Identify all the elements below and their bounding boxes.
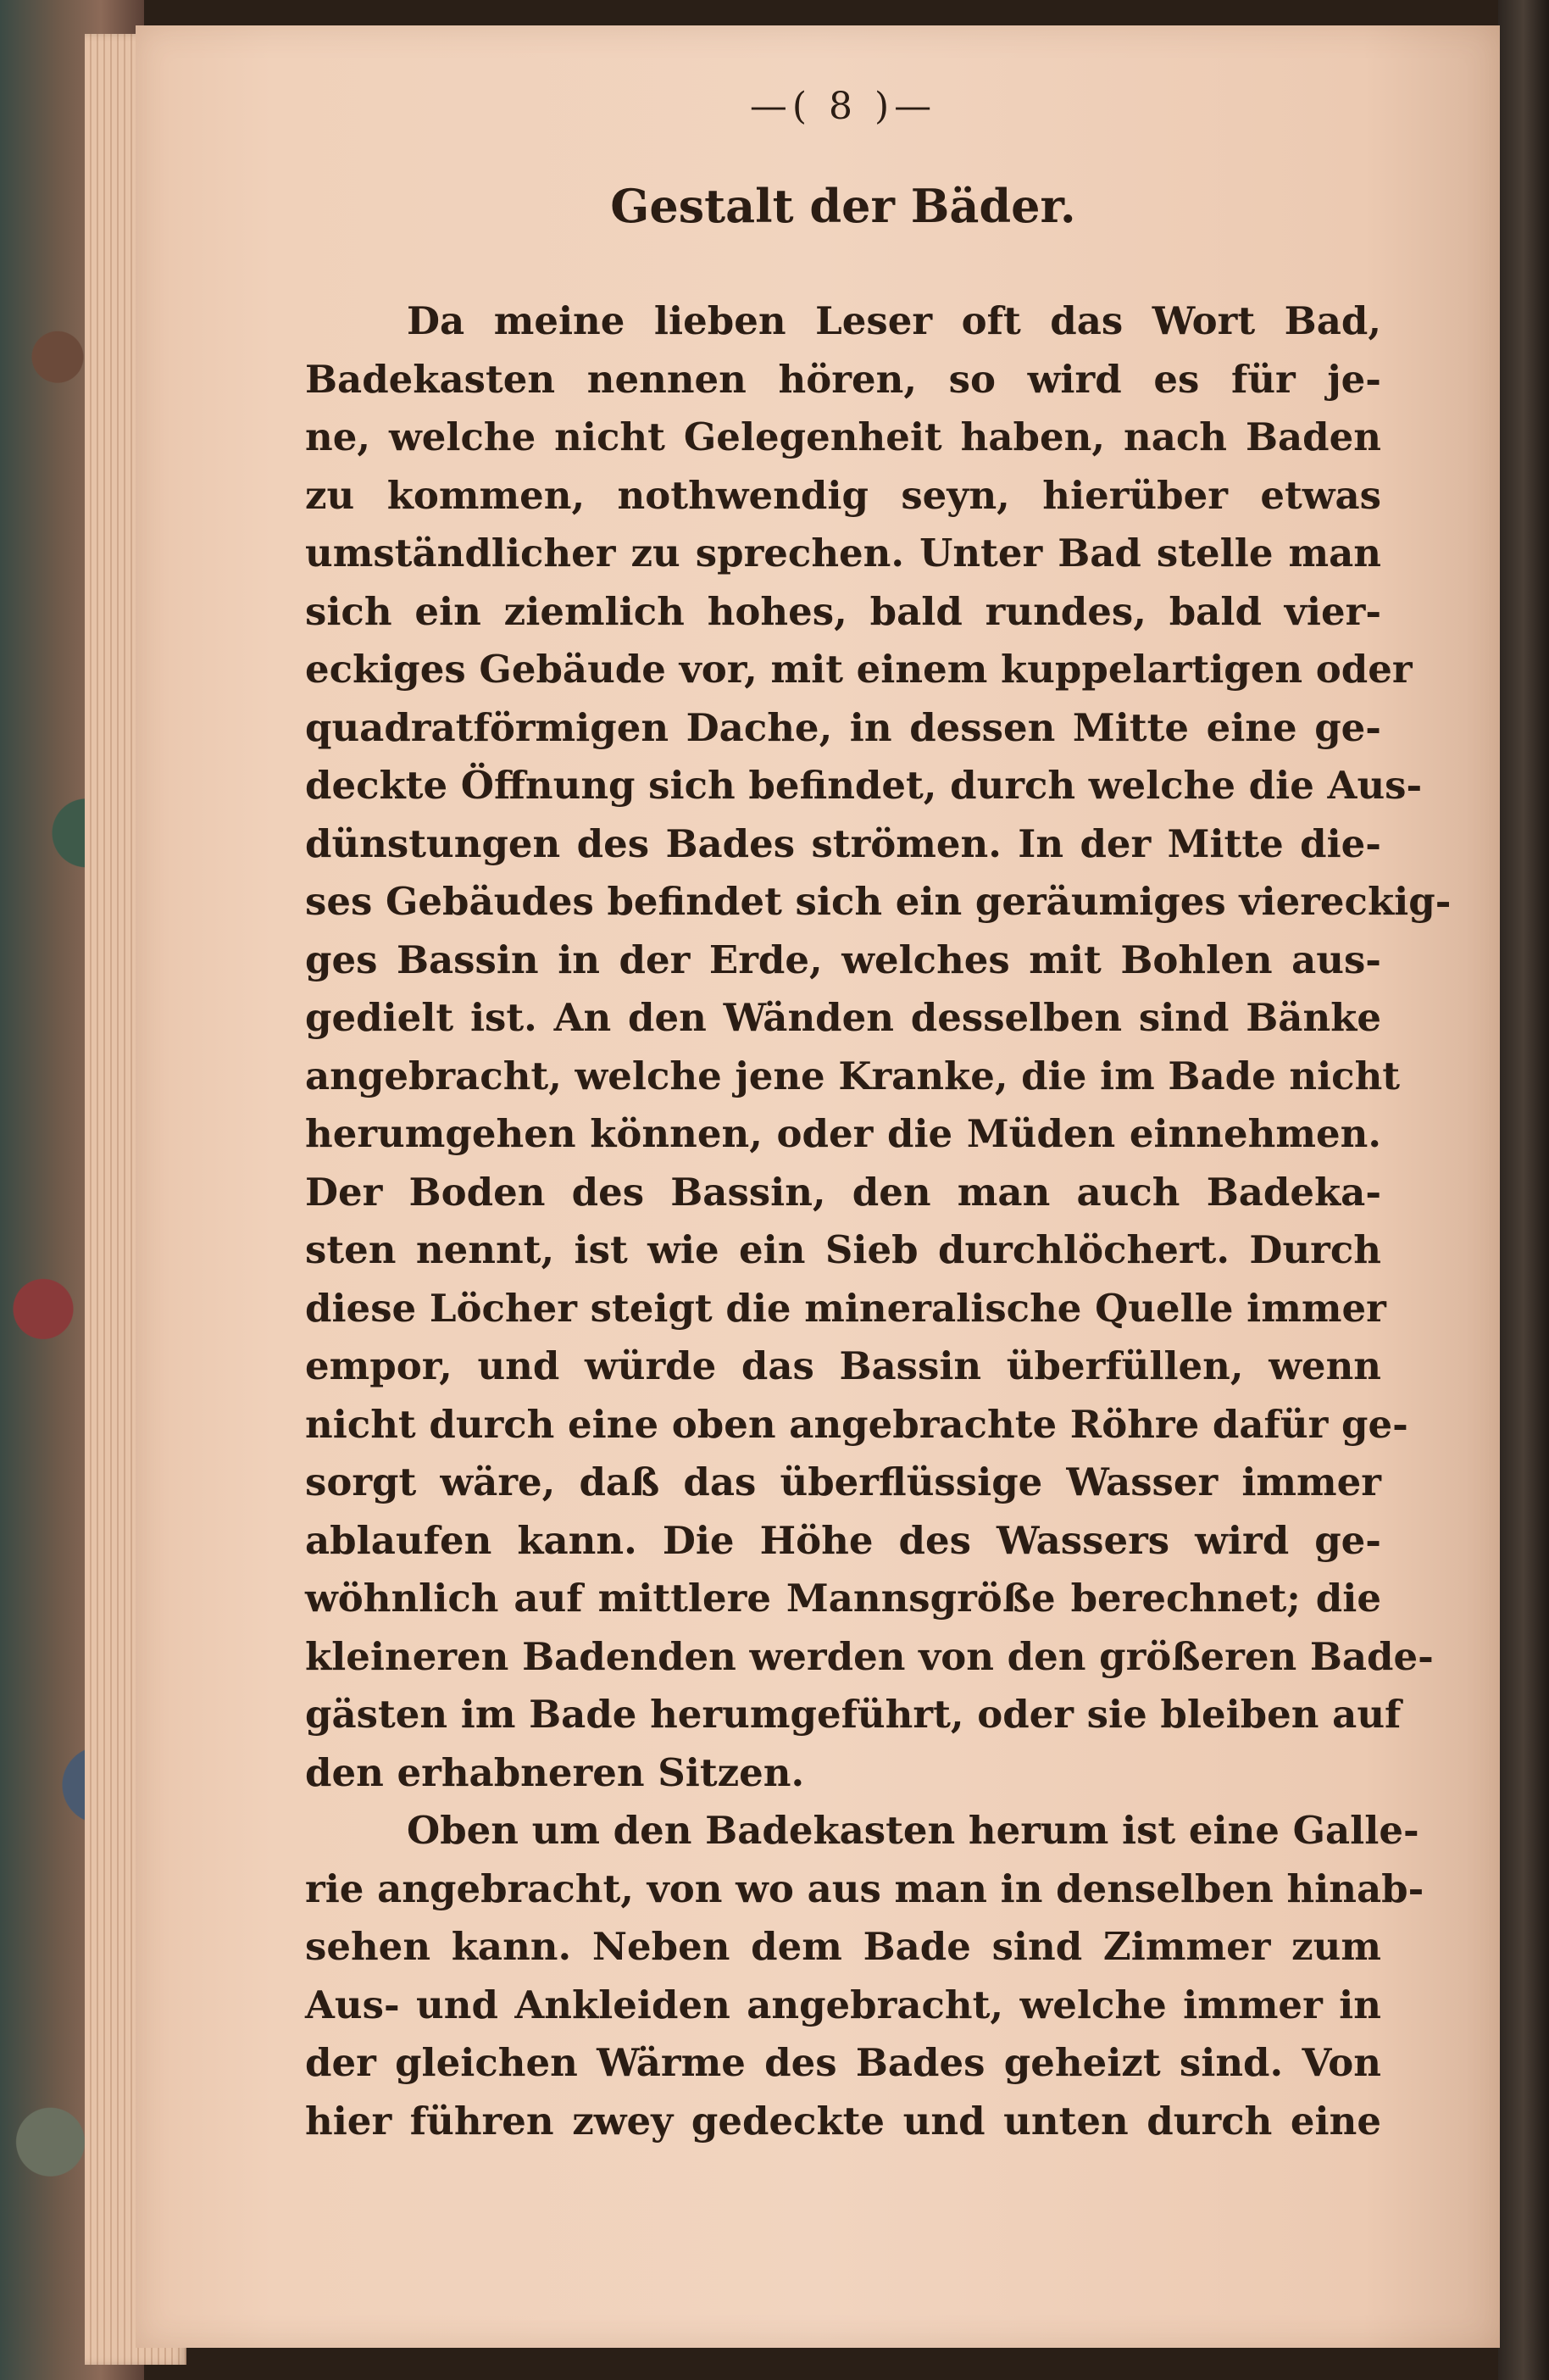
text-line: ne, welche nicht Gelegenheit haben, nach Baden <box>305 414 1381 459</box>
paragraph-1 <box>305 292 1452 1802</box>
paragraph-2 <box>305 1802 1424 2150</box>
section-title: Gestalt der Bäder. <box>610 179 1076 233</box>
text-line: hier führen zwey gedeckte und unten durch eine <box>305 2098 1381 2144</box>
text-line: eckiges Gebäude vor, mit einem kuppelartigen oder <box>305 647 1413 692</box>
text-line: der gleichen Wärme des Bades geheizt sind. Von <box>305 2040 1381 2085</box>
text-line: sehen kann. Neben dem Bade sind Zimmer zum <box>305 1924 1381 1969</box>
text-line: Aus- und Ankleiden angebracht, welche immer in <box>305 1982 1381 2027</box>
text-line: umständlicher zu sprechen. Unter Bad stelle man <box>305 531 1381 576</box>
text-line: den erhabneren Sitzen. <box>305 1749 805 1795</box>
text-block <box>305 85 1452 2150</box>
text-line: rie angebracht, von wo aus man in denselben hinab- <box>305 1866 1424 1911</box>
text-line: Der Boden des Bassin, den man auch Badeka- <box>305 1169 1381 1215</box>
text-line: zu kommen, nothwendig seyn, hierüber etwas <box>305 472 1381 518</box>
text-line: kleineren Badenden werden von den größeren Bade- <box>305 1633 1434 1679</box>
text-line: gedielt ist. An den Wänden desselben sind Bänke <box>305 995 1381 1040</box>
text-line: dünstungen des Bades strömen. In der Mitte die- <box>305 820 1381 866</box>
text-line: gästen im Bade herumgeführt, oder sie bleiben auf <box>305 1692 1402 1737</box>
text-line: diese Löcher steigt die mineralische Quelle immer <box>305 1285 1386 1331</box>
text-line: ges Bassin in der Erde, welches mit Bohlen aus- <box>305 937 1381 982</box>
text-line: sten nennt, ist wie ein Sieb durchlöchert. Durch <box>305 1227 1381 1272</box>
text-line: empor, und würde das Bassin überfüllen, wenn <box>305 1343 1381 1388</box>
text-line: Oben um den Badekasten herum ist eine Galle- <box>407 1808 1419 1853</box>
text-line: sorgt wäre, daß das überflüssige Wasser immer <box>305 1460 1381 1504</box>
text-line: Da meine lieben Leser oft das Wort Bad, <box>407 298 1381 343</box>
text-line: herumgehen können, oder die Müden einnehmen. <box>305 1111 1381 1156</box>
text-line: deckte Öffnung sich befindet, durch welche die Aus- <box>305 763 1423 808</box>
text-line: ablaufen kann. Die Höhe des Wassers wird ge- <box>305 1517 1381 1563</box>
text-line: ses Gebäudes befindet sich ein geräumiges viereckig- <box>305 879 1452 924</box>
text-line: quadratförmigen Dache, in dessen Mitte eine ge- <box>305 704 1381 750</box>
text-line: nicht durch eine oben angebrachte Röhre dafür ge- <box>305 1401 1408 1447</box>
page-number: —( 8 )— <box>749 85 937 128</box>
text-line: Badekasten nennen hören, so wird es für je- <box>305 356 1381 402</box>
book-cover-right <box>1498 0 1549 2380</box>
text-line: sich ein ziemlich hohes, bald rundes, bald vier- <box>305 588 1381 634</box>
text-line: angebracht, welche jene Kranke, die im Bade nicht <box>305 1053 1401 1098</box>
text-line: wöhnlich auf mittlere Mannsgröße berechnet; die <box>305 1576 1381 1621</box>
